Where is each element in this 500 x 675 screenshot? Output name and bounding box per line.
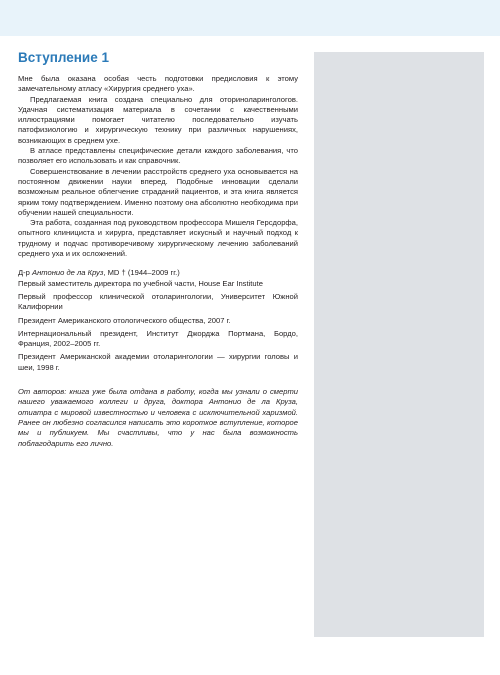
signature-suffix: , MD † (1944–2009 гг.) [103,268,180,278]
paragraph: В атласе представлены специфические детали каждого заболевания, что позволяет его использовать и как справочник. [18,146,298,166]
signature-title: Президент Американского отологического общества, 2007 г. [18,315,231,325]
page-title: Вступление 1 [18,50,109,65]
signature-block [18,268,298,373]
header-band [0,0,500,36]
signature-name: Антонио де ла Круз [32,268,104,278]
paragraph: Эта работа, созданная под руководством профессора Мишеля Герсдорфа, опытного клинициста и хирурга, представляет искусный и научный подход к трудному и подчас противоречивому хирургическому лечению заболеваний среднего уха и их осложнений. [18,218,298,259]
sidebar-panel [314,52,484,637]
signature-title: Первый профессор клинической отоларингологии, Университет Южной Калифорнии [18,291,298,312]
signature-prefix: Д-р [18,268,33,278]
authors-note: От авторов: книга уже была отдана в работу, когда мы узнали о смерти нашего уважаемого коллеги и друга, доктора Антонио де ла Круза, отиатра с мировой известностью и человека с исключительной харизмой. Ранее он любезно согласился написать это короткое вступление, которое мы и публикуем. Мы счастливы, что у нас была возможность поблагодарить его лично. [18,387,298,448]
signature-title: Президент Американской академии отоларингологии — хирургии головы и шеи, 1998 г. [18,352,298,372]
signature-name-line [18,268,298,278]
paragraph: Совершенствование в лечении расстройств среднего уха основывается на постоянном движении науки вперед. Подобные инновации сделали возможным реальное облегчение страданий пациентов, и эта книга является ярким тому подтверждением. Именно поэтому она абсолютно необходима при обучении нашей специальности. [18,166,298,217]
signature-title: Интернациональный президент, Институт Джорджа Портмана, Бордо, Франция, 2002–2005 гг. [18,328,298,349]
paragraph: Мне была оказана особая честь подготовки предисловия к этому замечательному атласу «Хирургия среднего уха». [18,74,298,94]
paragraph: Предлагаемая книга создана специально для оториноларингологов. Удачная систематизация материала в сочетании с качественными иллюстрациями помогает читателю последовательно изучать патофизиологию и хирургическую технику при различных нарушениях, возникающих в среднем ухе. [18,94,298,145]
page-content [18,50,298,449]
signature-title: Первый заместитель директора по учебной части, House Ear Institute [18,278,263,288]
